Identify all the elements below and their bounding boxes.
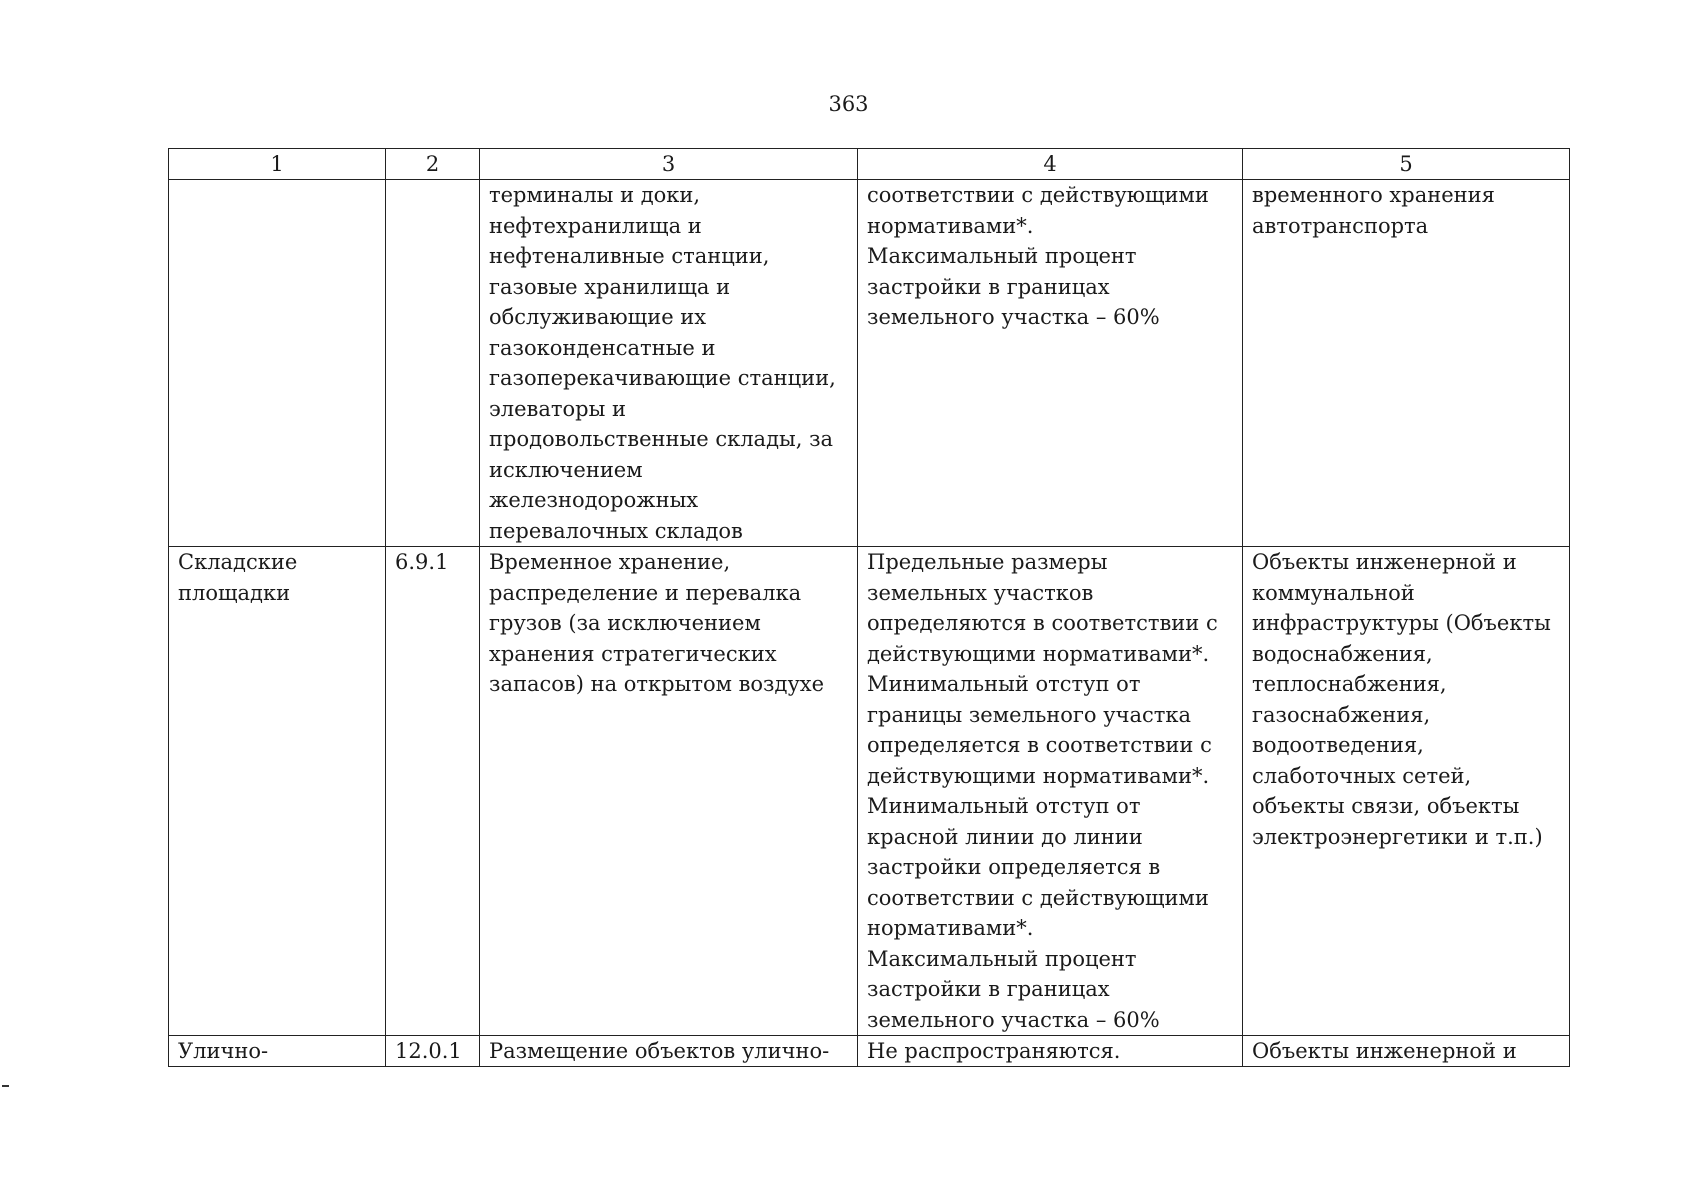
cell-use-name: Улично- — [169, 1036, 386, 1067]
cell-parameters: Не распространяются. — [858, 1036, 1243, 1067]
table-row — [169, 1036, 1570, 1067]
cell-auxiliary-uses: Объекты инженерной и — [1243, 1036, 1570, 1067]
column-header-5: 5 — [1243, 149, 1570, 180]
table-header-row — [169, 149, 1570, 180]
column-header-1: 1 — [169, 149, 386, 180]
column-header-2: 2 — [386, 149, 480, 180]
regulations-table — [168, 148, 1570, 1067]
cell-description: терминалы и доки, нефтехранилища и нефтеналивные станции, газовые хранилища и обслуживающие их газоконденсатные и газоперекачивающие станции, элеваторы и продовольственные склады, за исключением железнодорожных перевалочных складов — [480, 180, 858, 547]
cell-code: 12.0.1 — [386, 1036, 480, 1067]
cell-use-name: Складские площадки — [169, 547, 386, 1036]
cell-parameters: соответствии с действующими нормативами*. Максимальный процент застройки в границах земельного участка – 60% — [858, 180, 1243, 547]
column-header-3: 3 — [480, 149, 858, 180]
cell-description: Временное хранение, распределение и перевалка грузов (за исключением хранения стратегических запасов) на открытом воздухе — [480, 547, 858, 1036]
cell-code: 6.9.1 — [386, 547, 480, 1036]
page-number: 363 — [828, 92, 869, 116]
column-header-4: 4 — [858, 149, 1243, 180]
cell-description: Размещение объектов улично- — [480, 1036, 858, 1067]
margin-mark — [2, 1085, 9, 1087]
cell-use-name — [169, 180, 386, 547]
table-row — [169, 180, 1570, 547]
cell-parameters: Предельные размеры земельных участков определяются в соответствии с действующими нормативами*. Минимальный отступ от границы земельного участка определяется в соответствии с действующими нормативами*. Минимальный отступ от красной линии до линии застройки определяется в соответствии с действующими нормативами*. Максимальный процент застройки в границах земельного участка – 60% — [858, 547, 1243, 1036]
table-row — [169, 547, 1570, 1036]
cell-auxiliary-uses: временного хранения автотранспорта — [1243, 180, 1570, 547]
cell-auxiliary-uses: Объекты инженерной и коммунальной инфраструктуры (Объекты водоснабжения, теплоснабжения, газоснабжения, водоотведения, слаботочных сетей, объекты связи, объекты электроэнергетики и т.п.) — [1243, 547, 1570, 1036]
cell-code — [386, 180, 480, 547]
